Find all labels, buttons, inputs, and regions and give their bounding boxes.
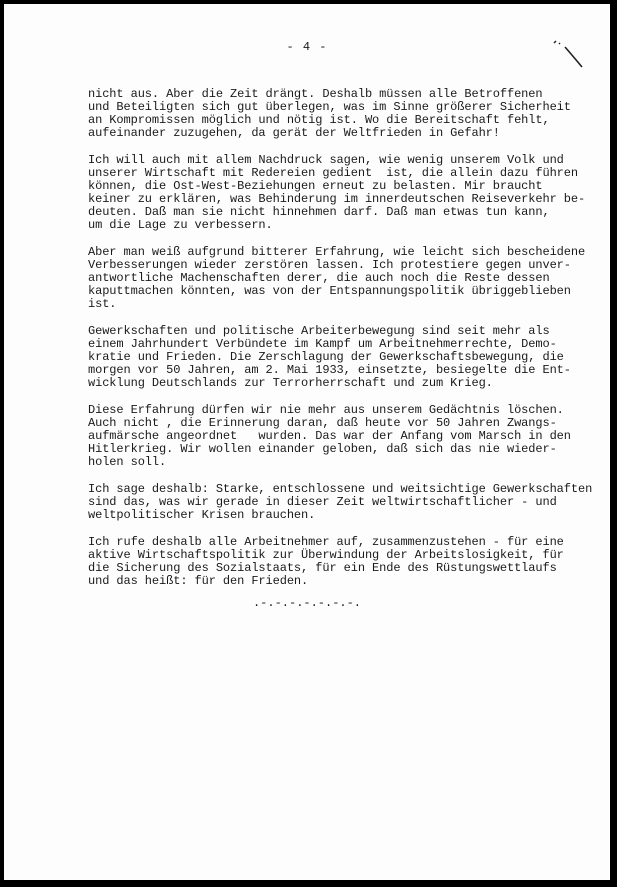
- paragraph-5: [88, 404, 610, 469]
- text-line: morgen vor 50 Jahren, am 2. Mai 1933, einsetzte, besiegelte die Ent-: [88, 363, 571, 378]
- text-line: und das heißt: für den Frieden.: [88, 573, 309, 588]
- text-line: weltpolitischer Krisen brauchen.: [88, 508, 316, 523]
- text-line: aktive Wirtschaftspolitik zur Überwindung der Arbeitslosigkeit, für: [88, 547, 564, 562]
- paragraph-3: [88, 246, 610, 311]
- text-line: können, die Ost-West-Beziehungen erneut zu belasten. Mir braucht: [88, 179, 543, 194]
- text-line: sind das, was wir gerade in dieser Zeit weltwirtschaftlicher - und: [88, 494, 557, 509]
- paragraph-2: [88, 154, 610, 233]
- text-line: Hitlerkrieg. Wir wollen einander geloben, daß sich das nie wieder-: [88, 442, 557, 457]
- text-line: und Beteiligten sich gut überlegen, was im Sinne größerer Sicherheit: [88, 100, 571, 115]
- text-line: Verbesserungen wieder zerstören lassen. Ich protestiere gegen unver-: [88, 258, 571, 273]
- paragraph-4: [88, 325, 610, 390]
- text-line: nicht aus. Aber die Zeit drängt. Deshalb müssen alle Betroffenen: [88, 87, 543, 101]
- text-line: holen soll.: [88, 455, 167, 470]
- text-line: deuten. Daß man sie nicht hinnehmen darf. Daß man etwas tun kann,: [88, 205, 550, 220]
- paragraph-6: [88, 483, 610, 522]
- text-line: aufeinander zuzugehen, da gerät der Weltfrieden in Gefahr!: [88, 126, 500, 141]
- text-line: Gewerkschaften und politische Arbeiterbewegung sind seit mehr als: [88, 323, 550, 338]
- text-line: Auch nicht , die Erinnerung daran, daß heute vor 50 Jahren Zwangs-: [88, 415, 557, 430]
- text-line: Aber man weiß aufgrund bitterer Erfahrung, wie leicht sich bescheidene: [88, 244, 586, 259]
- text-line: aufmärsche angeordnet wurden. Das war der Anfang vom Marsch in den: [88, 429, 571, 444]
- text-line: einem Jahrhundert Verbündete im Kampf um Arbeitnehmerrechte, Demo-: [88, 337, 557, 351]
- text-line: kratie und Frieden. Die Zerschlagung der Gewerkschaftsbewegung, die: [88, 350, 564, 365]
- text-line: wicklung Deutschlands zur Terrorherrschaft und zum Krieg.: [88, 376, 493, 391]
- letter-body: [88, 88, 610, 602]
- paragraph-7: [88, 536, 610, 588]
- text-line: Ich rufe deshalb alle Arbeitnehmer auf, zusammenzustehen - für eine: [88, 534, 564, 549]
- text-line: antwortliche Machenschaften derer, die auch noch die Reste dessen: [88, 271, 550, 286]
- end-separator: .-.-.-.-.-.-.-.: [252, 596, 362, 610]
- text-line: ist.: [88, 297, 117, 312]
- text-line: kaputtmachen könnten, was von der Entspannungspolitik übriggeblieben: [88, 284, 571, 299]
- document-page: [4, 4, 610, 880]
- text-line: Ich will auch mit allem Nachdruck sagen, wie wenig unserem Volk und: [88, 152, 564, 167]
- text-line: um die Lage zu verbessern.: [88, 218, 273, 233]
- text-line: unserer Wirtschaft mit Redereien gedient ist, die allein dazu führen: [88, 165, 578, 180]
- paragraph-1: [88, 88, 610, 140]
- page-number: - 4 -: [286, 40, 328, 54]
- text-line: an Kompromissen möglich und nötig ist. Wo die Bereitschaft fehlt,: [88, 113, 550, 128]
- text-line: Diese Erfahrung dürfen wir nie mehr aus unserem Gedächtnis löschen.: [88, 402, 564, 417]
- corner-pen-mark: [550, 37, 590, 73]
- text-line: Ich sage deshalb: Starke, entschlossene und weitsichtige Gewerkschaften: [88, 481, 593, 496]
- text-line: die Sicherung des Sozialstaats, für ein Ende des Rüstungswettlaufs: [88, 560, 557, 575]
- text-line: keiner zu erklären, was Behinderung im innerdeutschen Reiseverkehr be-: [88, 192, 586, 207]
